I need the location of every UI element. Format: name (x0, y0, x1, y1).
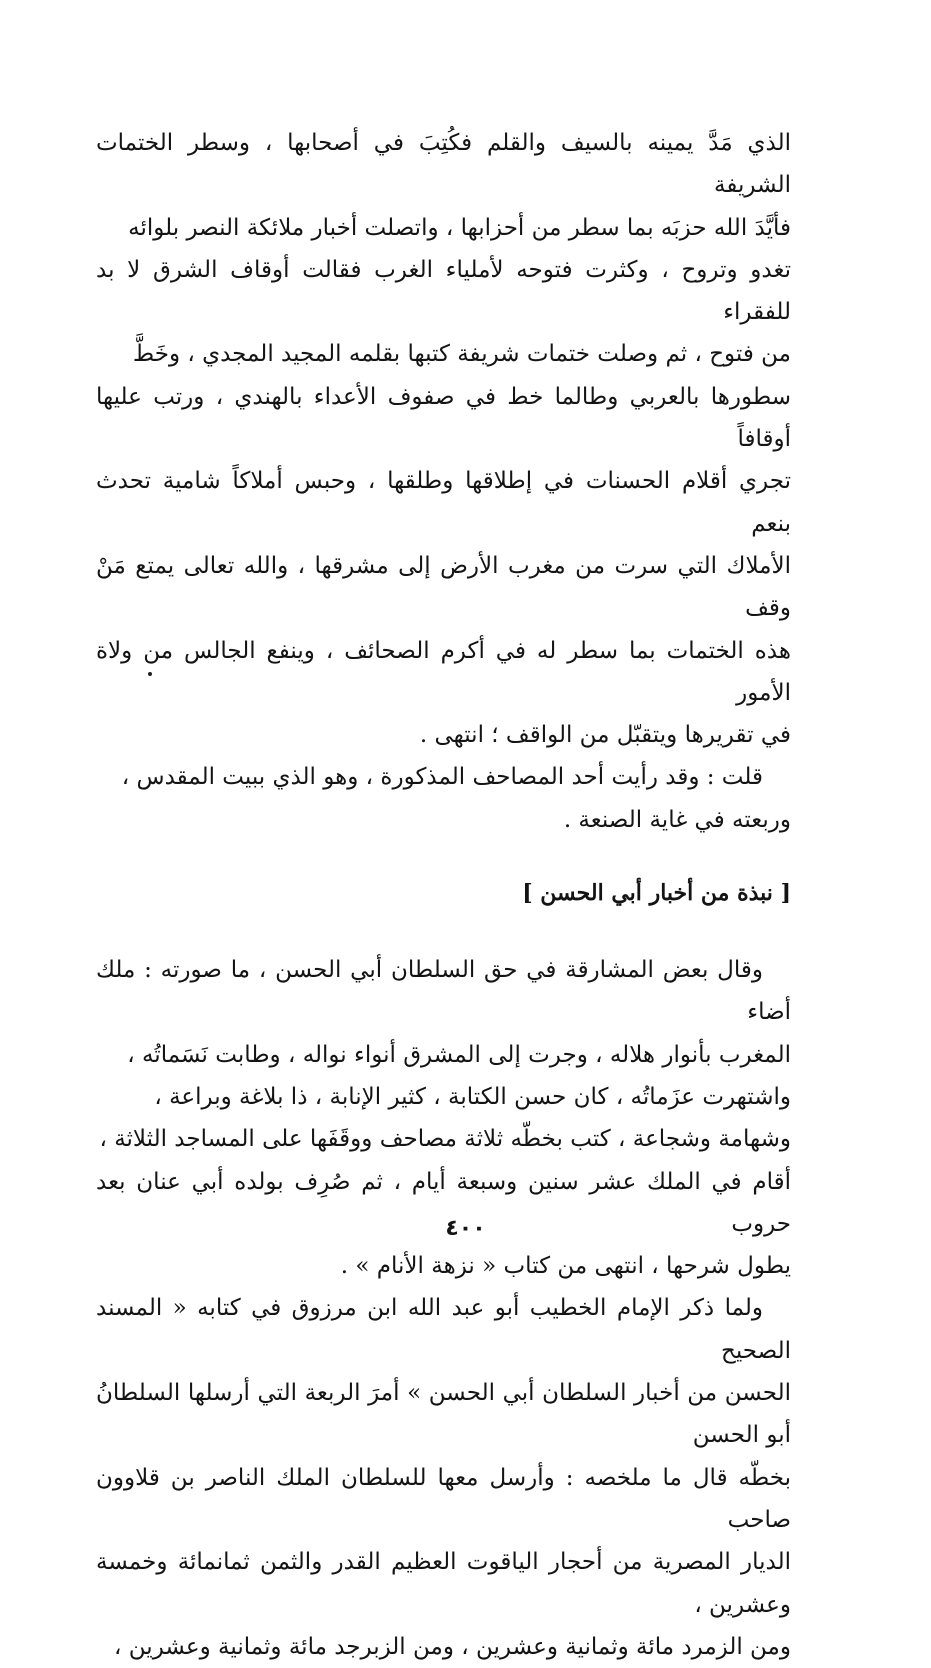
paragraph-waqf-quote (96, 122, 791, 756)
text-line: تجري أقلام الحسنات في إطلاقها وطلقها ، وحبس أملاكاً شامية تحدث بنعم (96, 468, 791, 537)
paragraph-author-note (96, 756, 791, 841)
page-number: ٤٠٠ (445, 1216, 486, 1241)
section-heading: [ نبذة من أخبار أبي الحسن ] (522, 880, 791, 907)
text-line: فأيَّدَ الله حزبَه بما سطر من أحزابها ، واتصلت أخبار ملائكة النصر بلوائه (128, 214, 791, 241)
text-line: الأملاك التي سرت من مغرب الأرض إلى مشرقها ، والله تعالى يمتع مَنْ وقف (96, 552, 791, 622)
text-line: من فتوح ، ثم وصلت ختمات شريفة كتبها بقلمه المجيد المجدي ، وخَطَّ (132, 341, 791, 368)
paragraph-ibn-marzuq (96, 1287, 791, 1668)
text-line: وشهامة وشجاعة ، كتب بخطّه ثلاثة مصاحف ووقَفَها على المساجد الثلاثة ، (99, 1126, 791, 1153)
text-line: أقام في الملك عشر سنين وسبعة أيام ، ثم صُرِف بولده أبي عنان بعد حروب (96, 1168, 791, 1237)
page-body (96, 122, 791, 1668)
text-line: قلت : وقد رأيت أحد المصاحف المذكورة ، وهو الذي ببيت المقدس ، (121, 764, 763, 791)
text-line: وقال بعض المشارقة في حق السلطان أبي الحسن ، ما صورته : ملك أضاء (96, 957, 791, 1026)
text-line: سطورها بالعربي وطالما خط في صفوف الأعداء بالهندي ، ورتب عليها أوقافاً (96, 383, 791, 453)
text-line: ولما ذكر الإمام الخطيب أبو عبد الله ابن مرزوق في كتابه « المسند الصحيح (96, 1295, 791, 1364)
text-line: الديار المصرية من أحجار الياقوت العظيم القدر والثمن ثمانمائة وخمسة وعشرين ، (96, 1549, 791, 1618)
text-line: هذه الختمات بما سطر له في أكرم الصحائف ، وينفع الجالس من ولاة الأمور (96, 637, 791, 706)
text-line: وربعته في غاية الصنعة . (563, 806, 791, 833)
text-line: في تقريرها ويتقبّل من الواقف ؛ انتهى . (419, 722, 791, 749)
text-line: بخطّه قال ما ملخصه : وأرسل معها للسلطان الملك الناصر بن قلاوون صاحب (96, 1464, 791, 1533)
text-line: ومن الزمرد مائة وثمانية وعشرين ، ومن الزبرجد مائة وثمانية وعشرين ، (114, 1633, 791, 1660)
text-line: الحسن من أخبار السلطان أبي الحسن » أمرَ الربعة التي أرسلها السلطانُ أبو الحسن (96, 1380, 791, 1449)
text-line: يطول شرحها ، انتهى من كتاب « نزهة الأنام » . (340, 1253, 791, 1280)
text-line: واشتهرت عزَماتُه ، كان حسن الكتابة ، كثير الإنابة ، ذا بلاغة وبراعة ، (154, 1083, 791, 1110)
text-line: تغدو وتروح ، وكثرت فتوحه لأملياء الغرب فقالت أوقاف الشرق لا بد للفقراء (96, 256, 791, 326)
ink-dot-mark (148, 672, 152, 676)
text-line: المغرب بأنوار هلاله ، وجرت إلى المشرق أنواء نواله ، وطابت نَسَماتُه ، (127, 1041, 791, 1068)
text-line: الذي مَدَّ يمينه بالسيف والقلم فكُتِبَ في أصحابها ، وسطر الختمات الشريفة (96, 130, 791, 199)
